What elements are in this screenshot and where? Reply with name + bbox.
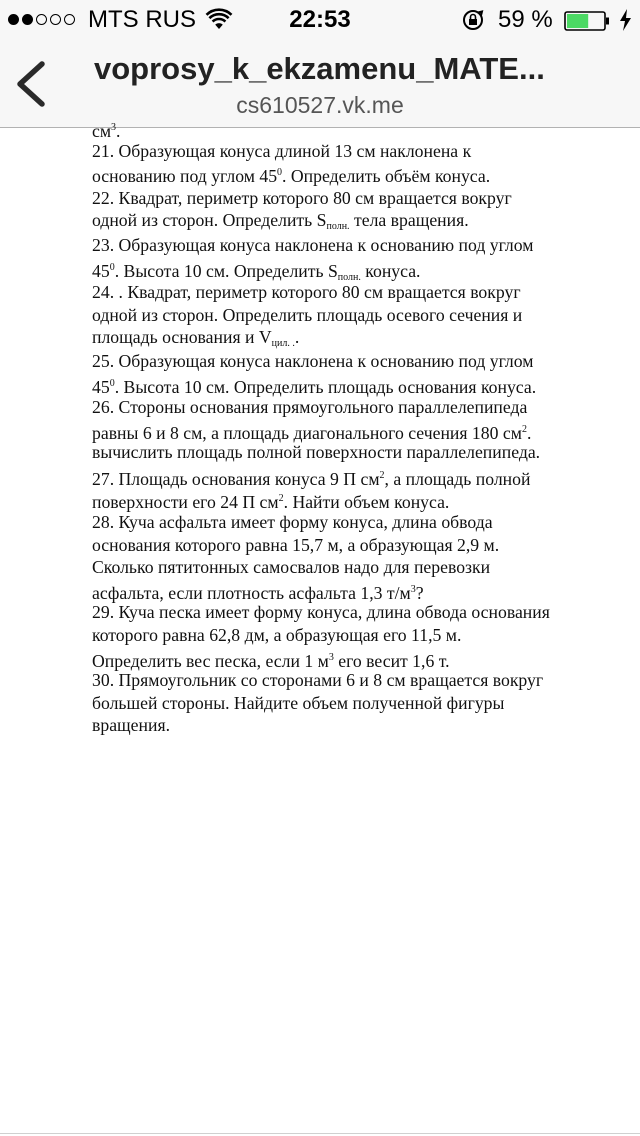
document-text: см	[92, 121, 112, 141]
document-text: . Высота 10 см. Определить S	[114, 260, 338, 281]
document-text: основания которого равна 15,7 м, а образующая 2,9 м.	[92, 534, 500, 555]
document-text: . Определить объём конуса.	[282, 166, 491, 187]
document-text: . Высота 10 см. Определить площадь основания конуса.	[114, 376, 537, 397]
document-text: асфальта, если плотность асфальта 1,3 т/м	[92, 582, 411, 603]
wifi-icon	[206, 10, 232, 30]
document-text: поверхности его 24 П см	[92, 491, 279, 512]
signal-strength-icon	[8, 14, 75, 28]
status-bar	[0, 0, 640, 40]
carrier-name: MTS RUS	[88, 6, 196, 33]
clock: 22:53	[289, 6, 351, 33]
document-text: .	[116, 121, 121, 141]
document-line	[92, 373, 612, 396]
document-title: voprosy_k_ekzamenu_MATE...	[94, 51, 545, 86]
signal-dot	[22, 14, 33, 25]
document-text: его весит 1,6 т.	[333, 650, 450, 671]
document-line	[92, 441, 612, 464]
document-text: конуса.	[360, 260, 421, 281]
document-line	[92, 488, 612, 511]
document-line	[92, 556, 612, 579]
document-text: Сколько пятитонных самосвалов надо для перевозки	[92, 557, 491, 578]
document-line	[92, 601, 612, 624]
document-text: 28. Куча асфальта имеет форму конуса, длина обвода	[92, 512, 493, 533]
document-line	[92, 647, 612, 670]
superscript: 3	[410, 583, 416, 595]
document-text: 22. Квадрат, периметр которого 80 см вращается вокруг	[92, 187, 512, 208]
charging-bolt-icon	[619, 9, 632, 31]
signal-dot	[8, 14, 19, 25]
document-text: тела вращения.	[349, 210, 469, 231]
document-line	[92, 534, 612, 557]
document-text: вращения.	[92, 715, 171, 736]
document-line	[92, 162, 612, 185]
signal-dot	[64, 14, 75, 25]
document-text: вычислить площадь полной поверхности параллелепипеда.	[92, 442, 541, 463]
document-host: cs610527.vk.me	[236, 92, 404, 118]
document-line	[92, 465, 612, 488]
document-line	[92, 579, 612, 602]
document-text: площадь основания и V	[92, 327, 272, 348]
document-text: 26. Стороны основания прямоугольного параллелепипеда	[92, 397, 528, 418]
document-line	[92, 326, 612, 349]
signal-dot	[50, 14, 61, 25]
document-text: 21. Образующая конуса длиной 13 см наклонена к	[92, 140, 472, 161]
superscript: 3	[111, 122, 117, 133]
superscript: 2	[379, 469, 385, 481]
document-text: 23. Образующая конуса наклонена к основанию под углом	[92, 234, 534, 255]
document-line	[92, 187, 612, 210]
document-text: , а площадь полной	[384, 468, 531, 489]
document-text: 25. Образующая конуса наклонена к основанию под углом	[92, 350, 534, 371]
document-text: .	[526, 422, 532, 443]
document-text: равны 6 и 8 см, а площадь диагонального сечения 180 см	[92, 422, 522, 443]
document-line	[92, 511, 612, 534]
subscript: полн.	[326, 221, 350, 233]
document-text: одной из сторон. Определить S	[92, 210, 327, 231]
document-line	[92, 209, 612, 232]
document-text: Определить вес песка, если 1 м	[92, 650, 329, 671]
document-text: . Найти объем конуса.	[283, 491, 450, 512]
superscript: 0	[109, 261, 115, 273]
subscript: цил. .	[271, 338, 295, 350]
document-text: 24. . Квадрат, периметр которого 80 см вращается вокруг	[92, 282, 521, 303]
document-text: 45	[92, 260, 110, 281]
document-text: большей стороны. Найдите объем полученной фигуры	[92, 692, 505, 713]
document-line	[92, 669, 612, 692]
document-text: 45	[92, 376, 110, 397]
document-line	[92, 714, 612, 737]
bottom-divider	[0, 1133, 640, 1134]
document-line	[92, 419, 612, 442]
document-text: .	[294, 327, 300, 348]
document-text: 27. Площадь основания конуса 9 П см	[92, 468, 380, 489]
document-line	[92, 234, 612, 257]
document-line	[92, 281, 612, 304]
document-line	[92, 692, 612, 715]
battery-percent: 59 %	[498, 6, 553, 33]
document-line	[92, 117, 612, 140]
superscript: 3	[328, 651, 334, 663]
document-line	[92, 140, 612, 163]
document-text: которого равна 62,8 дм, а образующая его 11,5 м.	[92, 625, 462, 646]
document-line	[92, 257, 612, 283]
rotation-lock-icon	[462, 9, 484, 31]
superscript: 0	[277, 167, 283, 179]
document-text: 29. Куча песка имеет форму конуса, длина обвода основания	[92, 602, 550, 623]
signal-dot	[36, 14, 47, 25]
document-text: ?	[415, 582, 424, 603]
document-line	[92, 304, 612, 327]
document-text: 30. Прямоугольник со сторонами 6 и 8 см вращается вокруг	[92, 670, 544, 691]
battery-icon	[564, 11, 610, 31]
document-text: одной из сторон. Определить площадь осевого сечения и	[92, 304, 523, 325]
document-page-text	[92, 117, 612, 737]
document-line	[92, 624, 612, 647]
navigation-bar	[0, 40, 640, 128]
superscript: 2	[521, 423, 527, 435]
document-text: основанию под углом 45	[92, 166, 278, 187]
document-line	[92, 396, 612, 419]
superscript: 2	[278, 492, 284, 504]
subscript: полн.	[337, 271, 361, 283]
document-viewer[interactable]	[0, 121, 640, 1134]
superscript: 0	[109, 377, 115, 389]
document-line	[92, 350, 612, 373]
